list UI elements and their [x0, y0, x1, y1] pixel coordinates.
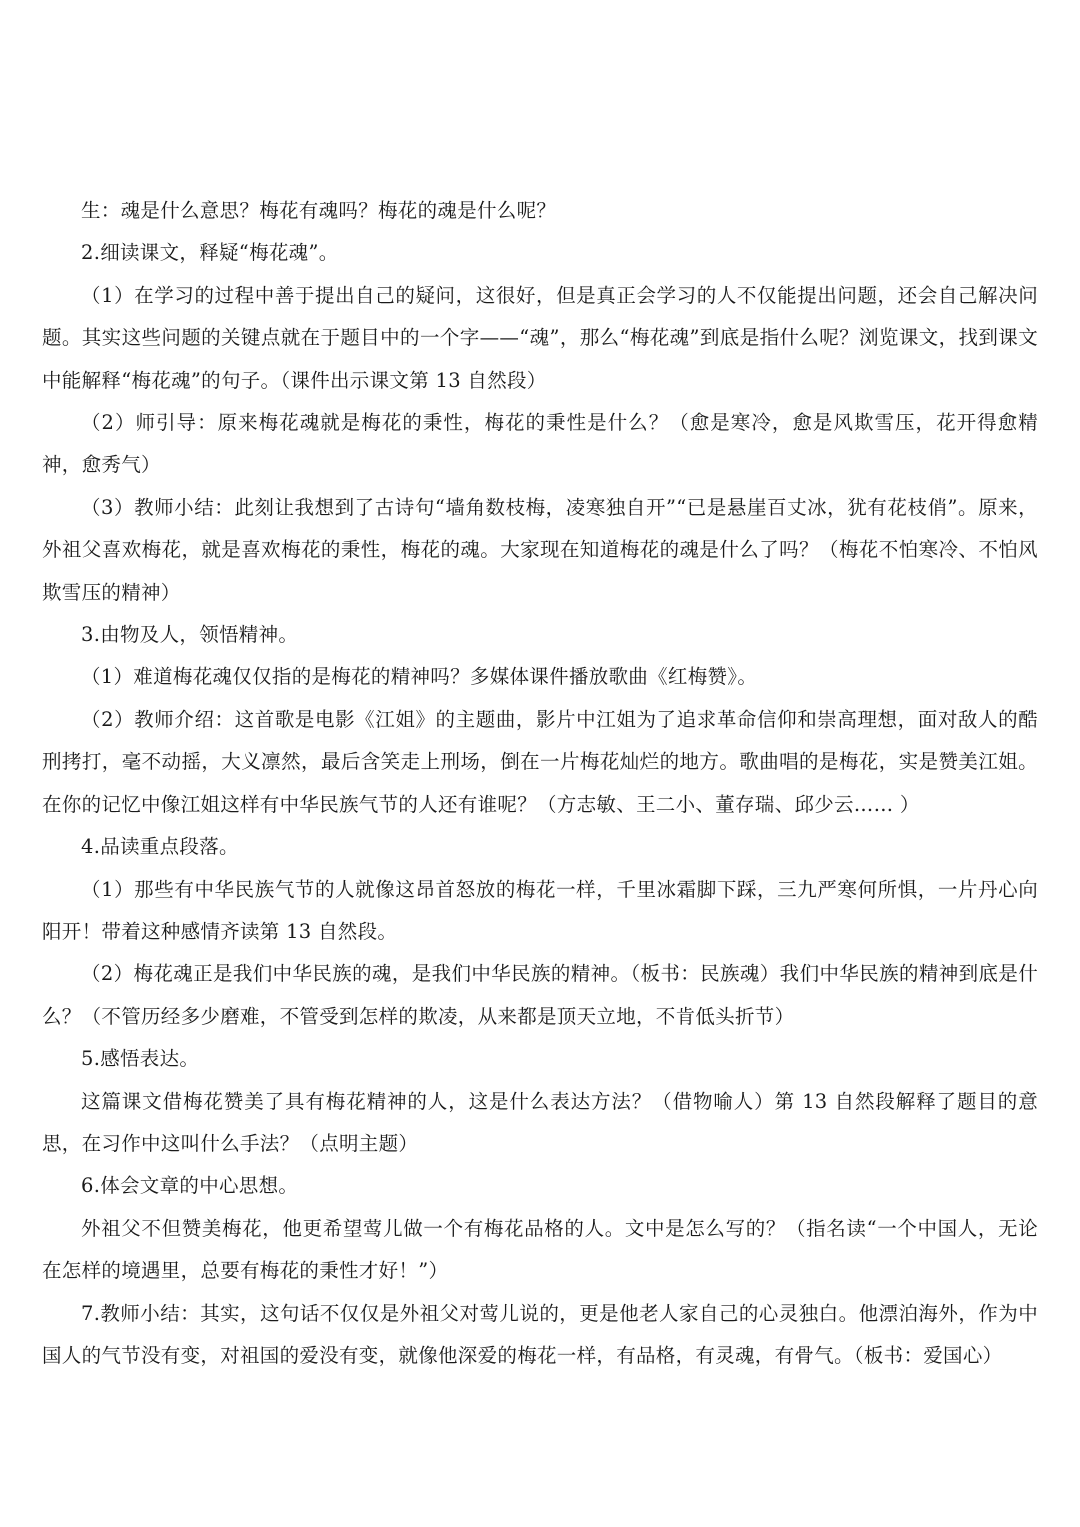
heading-step-6: 6.体会文章的中心思想。: [81, 1174, 299, 1198]
heading-step-4: 4.品读重点段落。: [81, 835, 239, 859]
paragraph-4-2: （2）梅花魂正是我们中华民族的魂，是我们中华民族的精神。（板书：民族魂）我们中华民族的精神到底是什么？（不管历经多少磨难，不管受到怎样的欺凌，从来都是顶天立地，不肯低头折节）: [42, 962, 1038, 1028]
paragraph-3-2: （2）教师介绍：这首歌是电影《江姐》的主题曲，影片中江姐为了追求革命信仰和崇高理想，面对敌人的酷刑拷打，毫不动摇，大义凛然，最后含笑走上刑场，倒在一片梅花灿烂的地方。歌曲唱的是梅花，实是赞美江姐。在你的记忆中像江姐这样有中华民族气节的人还有谁呢？（方志敏、王二小、董存瑞、邱少云…… ）: [42, 707, 1038, 816]
paragraph-step-7: 7.教师小结：其实，这句话不仅仅是外祖父对莺儿说的，更是他老人家自己的心灵独白。他漂泊海外，作为中国人的气节没有变，对祖国的爱没有变，就像他深爱的梅花一样，有品格，有灵魂，有骨气。（板书：爱国心）: [42, 1301, 1038, 1367]
paragraph-4-1: （1）那些有中华民族气节的人就像这昂首怒放的梅花一样，千里冰霜脚下踩，三九严寒何所惧，一片丹心向阳开！带着这种感情齐读第 13 自然段。: [42, 877, 1038, 943]
paragraph-6: 外祖父不但赞美梅花，他更希望莺儿做一个有梅花品格的人。文中是怎么写的？（指名读“一个中国人，无论在怎样的境遇里，总要有梅花的秉性才好！”）: [42, 1216, 1038, 1283]
heading-step-2: 2.细读课文，释疑“梅花魂”。: [81, 241, 339, 265]
heading-step-3: 3.由物及人，领悟精神。: [81, 623, 299, 647]
paragraph-5: 这篇课文借梅花赞美了具有梅花精神的人，这是什么表达方法？（借物喻人）第 13 自然段解释了题目的意思，在习作中这叫什么手法？（点明主题）: [42, 1089, 1038, 1155]
document-body: [42, 190, 1038, 1377]
paragraph-2-2: （2）师引导：原来梅花魂就是梅花的秉性，梅花的秉性是什么？（愈是寒冷，愈是风欺雪压，花开得愈精神，愈秀气）: [42, 411, 1038, 477]
paragraph-student-question: 生：魂是什么意思？梅花有魂吗？梅花的魂是什么呢？: [81, 199, 557, 222]
paragraph-2-1: （1）在学习的过程中善于提出自己的疑问，这很好，但是真正会学习的人不仅能提出问题，还会自己解决问题。其实这些问题的关键点就在于题目中的一个字——“魂”，那么“梅花魂”到底是指什么呢？浏览课文，找到课文中能解释“梅花魂”的句子。（课件出示课文第 13 自然段）: [42, 283, 1038, 392]
paragraph-2-3: （3）教师小结：此刻让我想到了古诗句“墙角数枝梅，凌寒独自开”“已是悬崖百丈冰，犹有花枝俏”。原来，外祖父喜欢梅花，就是喜欢梅花的秉性，梅花的魂。大家现在知道梅花的魂是什么了吗？（梅花不怕寒冷、不怕风欺雪压的精神）: [42, 495, 1038, 604]
paragraph-3-1: （1）难道梅花魂仅仅指的是梅花的精神吗？多媒体课件播放歌曲《红梅赞》。: [81, 665, 758, 689]
heading-step-5: 5.感悟表达。: [81, 1047, 200, 1071]
